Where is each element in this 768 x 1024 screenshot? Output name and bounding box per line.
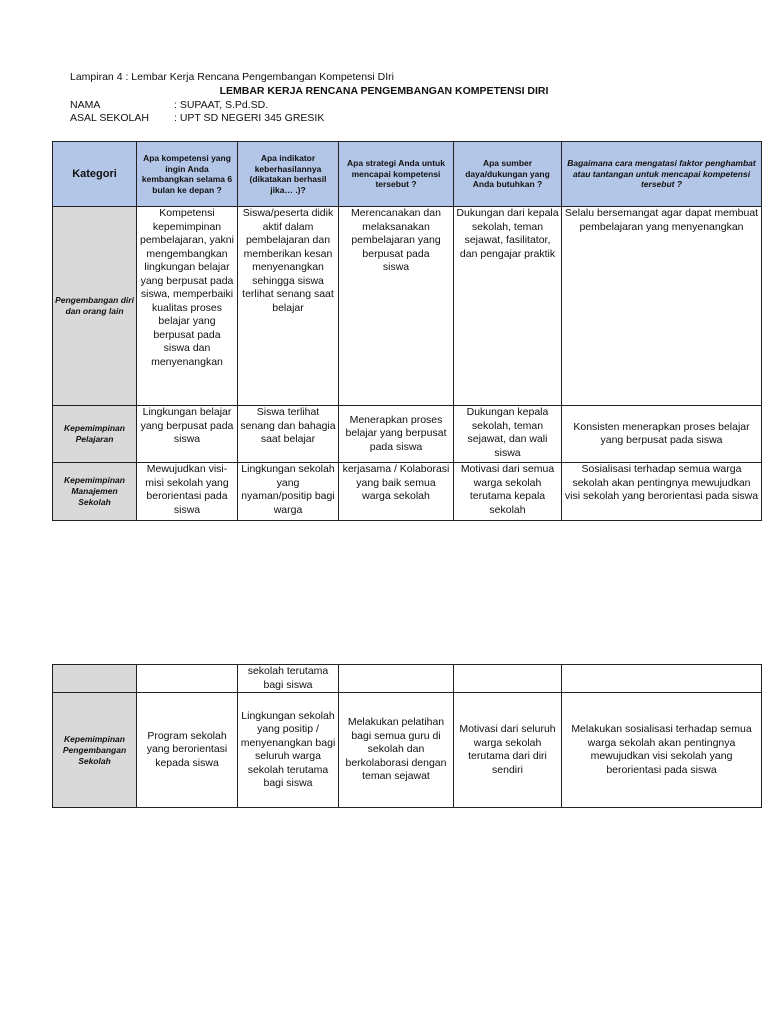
column-header-sumber: Apa sumber daya/dukungan yang Anda butuhkan ? xyxy=(454,142,562,207)
row-category: Kepemimpinan Pelajaran xyxy=(53,406,137,463)
row-category: Kepemimpinan Manajemen Sekolah xyxy=(53,463,137,521)
column-header-cara: Bagaimana cara mengatasi faktor penghambat atau tantangan untuk mencapai kompetensi tersebut ? xyxy=(562,142,762,207)
cell-kompetensi xyxy=(137,665,238,693)
cell-strategi: Melakukan pelatihan bagi semua guru di sekolah dan berkolaborasi dengan teman sejawat xyxy=(339,693,454,808)
appendix-label: Lampiran 4 : Lembar Kerja Rencana Pengembangan Kompetensi DIri xyxy=(70,71,394,83)
cell-cara xyxy=(562,665,762,693)
cell-cara: Melakukan sosialisasi terhadap semua warga sekolah akan pentingnya mewujudkan visi sekolah yang berorientasi pada siswa xyxy=(562,693,762,808)
name-value: : SUPAAT, S.Pd.SD. xyxy=(174,99,269,111)
row-category: Pengembangan diri dan orang lain xyxy=(53,207,137,406)
cell-indikator: sekolah terutama bagi siswa xyxy=(238,665,339,693)
competency-table xyxy=(52,141,762,521)
cell-indikator: Lingkungan sekolah yang positip / menyenangkan bagi seluruh warga sekolah terutama bagi siswa xyxy=(238,693,339,808)
school-label: ASAL SEKOLAH xyxy=(70,112,149,124)
cell-indikator: Lingkungan sekolah yang nyaman/positip bagi warga xyxy=(238,463,339,521)
table-row xyxy=(53,207,762,406)
cell-kompetensi: Mewujudkan visi-misi sekolah yang berorientasi pada siswa xyxy=(137,463,238,521)
row-category: Kepemimpinan Pengembangan Sekolah xyxy=(53,693,137,808)
cell-strategi xyxy=(339,665,454,693)
cell-cara: Konsisten menerapkan proses belajar yang berpusat pada siswa xyxy=(562,406,762,463)
column-header-strategi: Apa strategi Anda untuk mencapai kompetensi tersebut ? xyxy=(339,142,454,207)
name-label: NAMA xyxy=(70,99,101,111)
table-row xyxy=(53,693,762,808)
table-row xyxy=(53,463,762,521)
cell-strategi: Menerapkan proses belajar yang berpusat pada siswa xyxy=(339,406,454,463)
cell-strategi: Merencanakan dan melaksanakan pembelajaran yang berpusat pada siswa xyxy=(339,207,454,406)
cell-kompetensi: Kompetensi kepemimpinan pembelajaran, yakni mengembangkan lingkungan belajar yang berpusat pada siswa, memperbaiki kualitas proses belajar yang berpusat pada siswa dan menyenangkan xyxy=(137,207,238,406)
cell-cara: Selalu bersemangat agar dapat membuat pembelajaran yang menyenangkan xyxy=(562,207,762,406)
cell-sumber xyxy=(454,665,562,693)
table-row xyxy=(53,406,762,463)
cell-sumber: Dukungan dari kepala sekolah, teman sejawat, fasilitator, dan pengajar praktik xyxy=(454,207,562,406)
column-header-kategori: Kategori xyxy=(53,142,137,207)
table-header-row xyxy=(53,142,762,207)
table-continuation-row xyxy=(53,665,762,693)
cell-sumber: Motivasi dari seluruh warga sekolah terutama dari diri sendiri xyxy=(454,693,562,808)
competency-table-continued xyxy=(52,664,762,808)
cell-cara: Sosialisasi terhadap semua warga sekolah akan pentingnya mewujudkan visi sekolah yang berorientasi pada siswa xyxy=(562,463,762,521)
cell-kompetensi: Program sekolah yang berorientasi kepada siswa xyxy=(137,693,238,808)
cell-indikator: Siswa terlihat senang dan bahagia saat belajar xyxy=(238,406,339,463)
cell-sumber: Dukungan kepala sekolah, teman sejawat, dan wali siswa xyxy=(454,406,562,463)
cell-strategi: kerjasama / Kolaborasi yang baik semua warga sekolah xyxy=(339,463,454,521)
school-value: : UPT SD NEGERI 345 GRESIK xyxy=(174,112,325,124)
column-header-indikator: Apa indikator keberhasilannya (dikatakan berhasil jika… .)? xyxy=(238,142,339,207)
column-header-kompetensi: Apa kompetensi yang ingin Anda kembangkan selama 6 bulan ke depan ? xyxy=(137,142,238,207)
document-title: LEMBAR KERJA RENCANA PENGEMBANGAN KOMPETENSI DIRI xyxy=(219,85,549,97)
cell-kompetensi: Lingkungan belajar yang berpusat pada siswa xyxy=(137,406,238,463)
row-category xyxy=(53,665,137,693)
cell-sumber: Motivasi dari semua warga sekolah terutama kepala sekolah xyxy=(454,463,562,521)
cell-indikator: Siswa/peserta didik aktif dalam pembelajaran dan memberikan kesan menyenangkan sehingga siswa terlihat senang saat belajar xyxy=(238,207,339,406)
